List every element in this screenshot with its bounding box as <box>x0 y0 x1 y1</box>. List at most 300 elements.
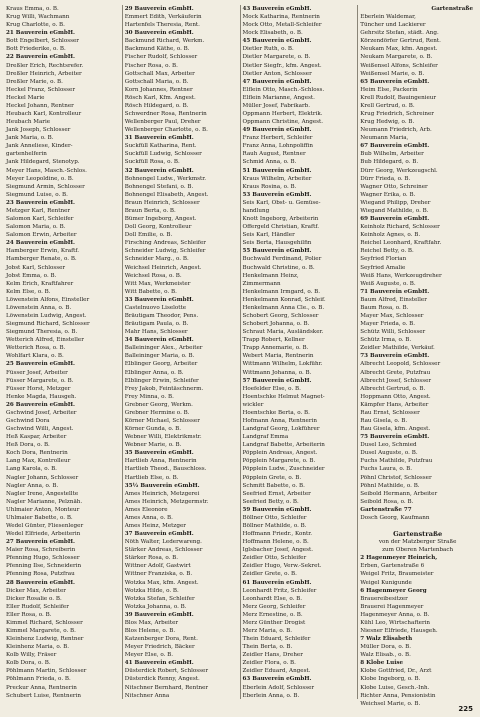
resident-entry: Baum Rosa, o. B. <box>360 304 409 311</box>
resident-entry: Henkelmann Konrad, Schleif. <box>242 296 326 303</box>
building-header: 71 Bauverein eGmbH. <box>360 288 430 295</box>
resident-entry: Balleininger Alex., Arbeiter <box>124 345 203 352</box>
resident-entry: Hoppmann Otto, Angest. <box>360 393 431 400</box>
building-header: 65 Bauverein eGmbH. <box>360 78 430 85</box>
resident-entry: Kleinhenz Maria, o. B. <box>6 644 70 651</box>
resident-entry: Wotzka Johanna, o. B. <box>124 603 187 610</box>
resident-entry: Albrecht Josef, Schlosser <box>360 377 432 384</box>
resident-entry: Hamberger Renate, o. B. <box>6 256 77 263</box>
resident-entry: Heckel Marie <box>6 94 45 101</box>
resident-entry: Elflein Otto, Masch.-Schloss. <box>242 86 325 93</box>
resident-entry: Rau Ernst, Schlosser <box>360 409 420 416</box>
resident-entry: Niesner Elfriede, Hausgeh. <box>360 628 438 635</box>
resident-entry: Schütz Willi, Schlosser <box>360 329 426 336</box>
resident-entry: Webert Maria, Rentnerin <box>242 353 314 360</box>
building-header: 23 Bauverein eGmbH. <box>6 199 76 206</box>
building-header: 32 Bauverein eGmbH. <box>124 167 194 174</box>
resident-entry: Ames Heinrich, Metzgermstr. <box>124 498 209 505</box>
resident-entry: Pöhlmann Martin, Schlosser <box>6 668 87 675</box>
resident-entry: Jank Hildegard, Stenotyp. <box>6 159 80 166</box>
resident-entry: Zeidler Hugo, Verw.-Sekret. <box>242 563 322 570</box>
resident-entry: Salomon Erwin, Arbeiter <box>6 232 77 239</box>
resident-entry: Bohnengel Ludw., Werkmstr. <box>124 175 207 182</box>
resident-entry: Meyer Else, o. B. <box>124 652 174 659</box>
resident-entry: Dreßler Heinrich, Arbeiter <box>6 70 82 77</box>
resident-entry: Suckfüll Katharina, Rent. <box>124 143 197 150</box>
resident-entry: Nagler Marianne, Pelznäh. <box>6 498 83 505</box>
resident-entry: Koch Dora, Rentnerin <box>6 450 68 457</box>
resident-entry: von der Matzberger Straße <box>378 539 457 546</box>
resident-entry: Lang Karola, o. B. <box>6 466 57 473</box>
building-header: 49 Bauverein eGmbH. <box>242 127 312 134</box>
resident-entry: Krug Charlotte, o. B. <box>6 22 65 29</box>
resident-entry: Weichsel Marie, o. B. <box>360 700 421 707</box>
resident-entry: Webner Marie, o. B. <box>124 442 182 449</box>
resident-entry: Dreßler Erich, Rechtsrefer. <box>6 62 84 69</box>
resident-entry: Suckfüll Ludwig, Schlosser <box>124 151 202 158</box>
page-number: 225 <box>458 705 473 713</box>
resident-entry: Wittmann Wilhelm, Lokführ. <box>242 361 323 368</box>
resident-entry: Schobert Georg, Schlosser <box>242 312 319 319</box>
resident-entry: wickler <box>242 401 264 408</box>
resident-entry: Castelnuovo Liselotte <box>124 304 187 311</box>
resident-entry: Suckfüll Rosa, o. B. <box>124 159 180 166</box>
resident-entry <box>360 522 475 530</box>
resident-entry: Bub Hildegard, o. B. <box>360 159 419 166</box>
resident-entry: Seyfried Amalie <box>360 264 406 271</box>
resident-entry: Schneider Ludwig, Schleifer <box>124 248 206 255</box>
resident-entry: Dürr Frieda, o. B. <box>360 175 411 182</box>
resident-entry: Weiß Auguste, o. B. <box>360 280 416 287</box>
resident-entry: Oppmann Christine, Angest. <box>242 119 324 126</box>
building-header: 61 Bauverein eGmbH. <box>242 579 312 586</box>
building-header: 22 Bauverein eGmbH. <box>6 54 76 61</box>
building-header: 26 Bauverein eGmbH. <box>6 401 76 408</box>
building-header: 28 Bauverein eGmbH. <box>6 579 76 586</box>
building-header: 59 Bauverein eGmbH. <box>242 506 312 513</box>
building-header: 2 Hagenmeyer Heinrich, <box>360 555 438 562</box>
resident-entry: Dosch Georg, Kaufmann <box>360 514 430 521</box>
resident-entry: Mayer Frieda, o. B. <box>360 321 416 328</box>
resident-entry: Gschwind Dora <box>6 417 50 424</box>
resident-entry: Eberlein Adolf, Schlosser <box>242 684 315 691</box>
resident-entry: Böllner Mathilde, o. B. <box>242 523 307 529</box>
resident-entry: Bott Engelbert, Schlosser <box>6 38 79 45</box>
resident-entry: Nöth Walter, Lederwareng. <box>124 539 202 546</box>
resident-entry: Böllner Otto, Schleifer <box>242 514 307 521</box>
resident-entry: Weigel Fritz, Braumeister <box>360 571 434 578</box>
address-columns <box>4 5 475 707</box>
resident-entry: Füsser Margarete, o. B. <box>6 377 74 384</box>
building-header: 6 Hagenmeyer Georg <box>360 587 427 594</box>
resident-entry: Buchwald Ferdinand, Polier <box>242 256 322 263</box>
resident-entry: Zeidler Flora, o. B. <box>242 660 296 667</box>
resident-entry: Gschwind Willi, Angest. <box>6 426 74 433</box>
resident-entry: Merz Ernestine, o. B. <box>242 611 303 618</box>
resident-entry: Düsterdick Renny, Angest. <box>124 676 200 683</box>
resident-entry: Mock Otto, Metall-Schleifer <box>242 22 322 29</box>
resident-entry: Balleininger Maria, o. B. <box>124 353 195 360</box>
resident-entry: Rösch Karl, Kfm. Angest. <box>124 94 196 101</box>
resident-entry: Trapp Robert, Kellner <box>242 337 305 344</box>
resident-entry: Bott Friederike, o. B. <box>6 46 66 53</box>
resident-entry: Landgraf Babette, Arbeiterin <box>242 442 325 449</box>
resident-entry: Fuchs Laura, o. B. <box>360 466 413 473</box>
resident-entry: Pöpplein Andreas, Angest. <box>242 450 318 457</box>
resident-entry: Krug Friedrich, Schreiner <box>360 111 434 118</box>
resident-entry: Siegmund Theresia, o. B. <box>6 329 78 336</box>
resident-entry: Wellenberger Charlotte, o. B. <box>124 127 208 134</box>
resident-entry: Wellenberger Paul, Dreher <box>124 119 201 126</box>
resident-entry: Frey Jakob, Feintäschnerm. <box>124 385 204 392</box>
resident-entry: Merz Georg, Schleifer <box>242 603 306 610</box>
resident-entry: Ames Eleonore <box>124 506 168 513</box>
resident-entry: Bräutigam Paula, o. B. <box>124 321 189 328</box>
resident-entry: Hartenfels Theresia, Rent. <box>124 22 200 29</box>
resident-entry: Löwenstein Ludwig, Angest. <box>6 312 87 319</box>
resident-entry: Jank Maria, o. B. <box>6 135 54 142</box>
resident-entry: Buchwald Christine, o. B. <box>242 264 315 271</box>
resident-entry: Wedel Elfriede, Arbeiterin <box>6 531 81 538</box>
resident-entry: Jobst Karl, Schlosser <box>6 264 66 271</box>
resident-entry: Schütz Irma, o. B. <box>360 337 412 344</box>
building-header: 53 Bauverein eGmbH. <box>242 191 312 198</box>
resident-entry: Ames Heinz, Metzger <box>124 523 186 529</box>
resident-entry: Grebner Hermine o. B. <box>124 409 190 416</box>
resident-entry: Heim Else, Packerin <box>360 86 418 93</box>
resident-entry: Dietler Anton, Schlosser <box>242 70 312 77</box>
resident-entry: Meyer Hans, Masch.-Schlos. <box>6 167 87 174</box>
resident-entry: Wittner Franziska, o. B. <box>124 571 193 578</box>
resident-entry: Kämpfer Hans, Arbeiter <box>360 401 429 408</box>
column-2 <box>122 5 240 699</box>
resident-entry: Heubach Marie <box>6 119 51 126</box>
resident-entry: Wedel Günter, Fliesenleger <box>6 523 84 529</box>
resident-entry: Zimmermann <box>242 280 281 287</box>
resident-entry: Rau Gisela, kfm. Angest. <box>360 426 431 433</box>
resident-entry: Ames Anna, o. B. <box>124 514 173 521</box>
building-header: 37 Bauverein eGmbH. <box>124 531 194 538</box>
resident-entry: Klobe Gottfried, Dr., Arzt <box>360 668 432 675</box>
resident-entry: Heubach Karl, Kontrolleur <box>6 111 82 118</box>
resident-entry: Franz Anna, Lohnpoliffin <box>242 143 314 150</box>
resident-entry: Blos Max, Arbeiter <box>124 619 179 626</box>
resident-entry: Kraus Wilhelm, Arbeiter <box>242 175 312 182</box>
resident-entry: Dusel Auguste, o. B. <box>360 450 418 457</box>
resident-entry: Metzger Karl, Rentner <box>6 207 71 214</box>
running-head: Gartenstraße <box>431 6 473 12</box>
resident-entry: Eller Rosa, o. B. <box>6 611 52 618</box>
resident-entry: Nagler Irene, Angestellte <box>6 490 79 497</box>
resident-entry: Kimmel Margarete, o. B. <box>6 628 76 635</box>
resident-entry: Henke Magda, Hausgeh. <box>6 393 77 400</box>
resident-entry: Brauereibesitzer <box>360 595 408 602</box>
resident-entry: Kolb Dora, o. B. <box>6 660 51 667</box>
building-header: 47 Bauverein eGmbH. <box>242 78 312 85</box>
resident-entry: Dicker Max, Arbeiter <box>6 587 66 594</box>
resident-entry: Rösch Hildegard, o. B. <box>124 102 189 109</box>
building-header: Gartenstraße 77 <box>360 506 412 513</box>
resident-entry: Seis Karl, Händler <box>242 232 295 239</box>
resident-entry: Backmund Käthe, o. B. <box>124 46 190 53</box>
building-header: 75 Bauverein eGmbH. <box>360 434 430 441</box>
resident-entry: Wagner Erika, o. B. <box>360 191 416 198</box>
resident-entry: Wetterich Rosa, o. B. <box>6 345 66 352</box>
resident-entry: Weißensel Alfons, Schleifer <box>360 62 438 69</box>
resident-entry: Franz Herbert, Schleifer <box>242 135 313 142</box>
resident-entry: Dusel Leo, Schmied <box>360 442 417 449</box>
building-header: 35 Bauverein eGmbH. <box>124 450 194 457</box>
resident-entry: Bohnengel Elisabeth, Angest. <box>124 191 209 198</box>
resident-entry: Salomon Maria, o. B. <box>6 224 66 231</box>
resident-entry: Braun Berta, o. B. <box>124 207 176 214</box>
resident-entry: Zeidler Hans, Dreher <box>242 652 303 659</box>
building-header: 29 Bauverein eGmbH. <box>124 6 194 12</box>
resident-entry: Füsser Horst, Metzger <box>6 385 71 392</box>
resident-entry: Erben, Gartenstraße 6 <box>360 563 425 570</box>
resident-entry: Kelm Erich, Kraftfahrer <box>6 280 74 287</box>
resident-entry: Weichsel Heinrich, Angest. <box>124 264 202 271</box>
resident-entry: Dietler Siegfr., kfm. Angest. <box>242 62 322 69</box>
resident-entry: Körner Michael, Schlosser <box>124 417 200 424</box>
resident-entry: Offergeld Christian, Kraftf. <box>242 224 319 231</box>
resident-entry: Uhlmaier Anton, Monteur <box>6 506 80 513</box>
resident-entry: Hoentschke Berta, o. B. <box>242 409 310 416</box>
resident-entry: Henkelmann Anna Cle., o. B. <box>242 304 325 311</box>
resident-entry: Elblinger Erwin, Schleifer <box>124 377 199 384</box>
resident-entry: Hoffmann Friedr., Kontr. <box>242 531 313 538</box>
resident-entry: Merz Maria, o. B. <box>242 628 293 635</box>
resident-entry: Stärker Andreas, Schlosser <box>124 547 203 554</box>
resident-entry: Hoffmann Helene, o. B. <box>242 539 309 546</box>
resident-entry: Klobe Luise, Gesch.-Inh. <box>360 684 430 691</box>
resident-entry: Wetterich Alfred, Einsteller <box>6 337 84 344</box>
resident-entry: Kraus Emma, o. B. <box>6 6 59 12</box>
resident-entry: Walz Elisab., o. B. <box>360 652 411 659</box>
resident-entry: Müller Josef, Fabrikarb. <box>242 102 311 109</box>
resident-entry: Weißensel Marie, o. B. <box>360 70 425 77</box>
resident-entry: Kleinhenz Ludwig, Rentner <box>6 636 84 643</box>
resident-entry: Dietler Margarete, o. B. <box>242 54 311 61</box>
resident-entry: Körzendörfer Gertrud, Rent. <box>360 38 441 45</box>
resident-entry: Keinholz Agnes, o. B. <box>360 232 421 239</box>
resident-entry: Neukam Margarete, o. B. <box>360 54 433 61</box>
resident-entry: Wittmann Johanna, o. B. <box>242 369 312 376</box>
resident-entry: Lang Max, Kontrolleur <box>6 458 71 465</box>
resident-entry: Schobert Johanna, o. B. <box>242 321 310 328</box>
column-4 <box>357 5 475 707</box>
building-header: 43 Bauverein eGmbH. <box>242 6 312 12</box>
resident-entry: Thein Berta, o. B. <box>242 644 293 651</box>
resident-entry: Brauerei Hagenmeyer <box>360 603 424 610</box>
resident-entry: Jank Anneliese, Kinder- <box>6 143 73 150</box>
building-header: 69 Bauverein eGmbH. <box>360 216 430 223</box>
resident-entry: Kelm Else, o. B. <box>6 288 51 295</box>
resident-entry: Hartlieb Anna, Rentnerin <box>124 458 197 465</box>
resident-entry: Meyer Leopoldine, o. B. <box>6 175 74 182</box>
resident-entry: Leonhardt Fritz, Schleifer <box>242 587 317 594</box>
resident-entry: Dicker Rosalie o. B. <box>6 595 62 602</box>
resident-entry: Doll Emilie, o. B. <box>124 232 173 239</box>
building-header: 21 Bauverein eGmbH. <box>6 30 76 37</box>
resident-entry: Seefried Betty, o. B. <box>242 498 299 505</box>
building-header: 63 Bauverein eGmbH. <box>242 676 312 683</box>
resident-entry: zum Oberen Martenbach <box>382 547 454 554</box>
resident-entry: Henkelmann Irmgard, o. B. <box>242 288 321 295</box>
resident-entry: Neumann Maria, <box>360 135 409 142</box>
resident-entry: Seis Karl, Obst- u. Gemüse- <box>242 199 321 206</box>
resident-entry: Rauh August, Rentner <box>242 151 306 158</box>
resident-entry: Frey Minna, o. B. <box>124 393 174 400</box>
resident-entry: Dreßler Marie, o. B. <box>6 78 63 85</box>
resident-entry: Schmid Anna, o. B. <box>242 159 297 166</box>
resident-entry: Albrecht Gertrud, o. B. <box>360 385 426 392</box>
resident-entry: Eberlein Waldemar, <box>360 14 416 21</box>
resident-entry: Preckur Anna, Rentnerin <box>6 684 77 691</box>
resident-entry: Richter Anna, Pensionistin <box>360 692 436 699</box>
resident-entry: Emmert Edith, Verkäuferin <box>124 14 202 21</box>
resident-entry: Düsterdick Robert, Schlosser <box>124 668 209 675</box>
building-header: 31 Bauverein eGmbH. <box>124 135 194 142</box>
building-header: 51 Bauverein eGmbH. <box>242 167 312 174</box>
resident-entry: Eberlein Anna, o. B. <box>242 692 300 699</box>
resident-entry: Jank Joseph, Schlosser <box>6 127 71 134</box>
resident-entry: Gottschall Max, Arbeiter <box>124 70 195 77</box>
resident-entry: Bub Wilhelm, Arbeiter <box>360 151 424 158</box>
resident-entry: Wotzka Hilde, o. B. <box>124 587 179 594</box>
resident-entry: Bümer Ingeborg, Angest. <box>124 216 197 223</box>
resident-entry: Müller Dora, o. B. <box>360 644 412 651</box>
resident-entry: Elblinger Anna, o. B. <box>124 369 184 376</box>
resident-entry: Reichel Betty, o. B. <box>360 248 414 255</box>
resident-entry: Salomon Karl, Schleifer <box>6 216 74 223</box>
resident-entry: Merz Günther Drogist <box>242 619 306 626</box>
resident-entry: Hoefelder Else, o. B. <box>242 385 301 392</box>
resident-entry: Reichel Leonhard, Kraftfahr. <box>360 240 442 247</box>
resident-entry: handlung <box>242 207 270 214</box>
column-3 <box>240 5 358 699</box>
resident-entry: Jobst Emma, o. B. <box>6 272 57 279</box>
resident-entry: Bräutigam Theodor, Pens. <box>124 312 199 319</box>
resident-entry: Zeidler Otto, Schleifer <box>242 555 307 562</box>
resident-entry: Gschwind Josef, Arbeiter <box>6 409 77 416</box>
building-header: 73 Bauverein eGmbH. <box>360 353 430 360</box>
resident-entry: Nitschner Anna <box>124 692 170 699</box>
resident-entry: Wotzka Stefan, Schleifer <box>124 595 195 602</box>
resident-entry: Iglsbacher Josef, Angest. <box>242 547 314 554</box>
resident-entry: Fischer Rosa, o. B. <box>124 62 178 69</box>
resident-entry: Hagenmeyer Anna, o. B. <box>360 611 430 618</box>
resident-entry: Kühl Leo, Wirtschafterin <box>360 619 431 626</box>
resident-entry: Henkelmann Heinz, <box>242 272 299 279</box>
resident-entry: Witt Babette, o. B. <box>124 288 177 295</box>
resident-entry: Leonhardt Else, o. B. <box>242 595 303 602</box>
resident-entry: Wohlfart Klara, o. B. <box>6 353 64 360</box>
resident-entry: Oppmann Herbert, Elektrik. <box>242 111 323 118</box>
resident-entry: Eller Rudolf, Schleifer <box>6 603 69 610</box>
resident-entry: Baum Alfred, Einsteller <box>360 296 427 303</box>
building-header: 25 Bauverein eGmbH. <box>6 361 76 368</box>
resident-entry: Maier Rosa, Schreiberin <box>6 547 76 554</box>
building-header: 57 Bauverein eGmbH. <box>242 377 312 384</box>
resident-entry: Kimmel Richard, Schlosser <box>6 619 83 626</box>
building-header: 67 Bauverein eGmbH. <box>360 143 430 150</box>
resident-entry: Thein Eduard, Schleifer <box>242 636 311 643</box>
resident-entry: Kraus Rosina, o. B. <box>242 183 297 190</box>
resident-entry: Wagner Otto, Schreiner <box>360 183 428 190</box>
resident-entry: Albrecht Grete, Putzfrau <box>360 369 431 376</box>
resident-entry: Klobe Ingeborg, o. B. <box>360 676 421 683</box>
resident-entry: Heckel Johann, Rentner <box>6 102 74 109</box>
resident-entry: Siegmund Armin, Schlosser <box>6 183 85 190</box>
building-header: 24 Bauverein eGmbH. <box>6 240 76 247</box>
resident-entry: Mock Elisabeth, o. B. <box>242 30 303 37</box>
resident-entry: Seibold Hermann, Arbeiter <box>360 490 438 497</box>
building-header: 41 Bauverein eGmbH. <box>124 660 194 667</box>
resident-entry: Ames Heinrich, Metzgerei <box>124 490 200 497</box>
resident-entry: Seyfried Florian <box>360 256 407 263</box>
resident-entry: Nitschner Bernhard, Rentner <box>124 684 209 691</box>
resident-entry: Stärker Rosa, o. B. <box>124 555 179 562</box>
resident-entry: Pfenning Ilse, Schneiderin <box>6 563 82 570</box>
resident-entry: Neumann Friedrich, Arb. <box>360 127 432 134</box>
resident-entry: Korn Johannes, Rentner <box>124 86 193 93</box>
resident-entry: gartenhelferin <box>6 151 47 158</box>
building-header: 34 Bauverein eGmbH. <box>124 337 194 344</box>
resident-entry: Doll Georg, Kontrolleur <box>124 224 192 231</box>
resident-entry: Knott Ingeborg, Arbeiterin <box>242 216 319 223</box>
resident-entry: Backmund Richard, Werkm. <box>124 38 205 45</box>
building-header: 33 Bauverein eGmbH. <box>124 296 194 303</box>
resident-entry: Hamberger Erwin, Kraftf. <box>6 248 80 255</box>
column-1 <box>4 5 122 699</box>
resident-entry: Fischer Rudolf, Schlosser <box>124 54 198 61</box>
resident-entry: Löwenstein Alfons, Einsteller <box>6 296 90 303</box>
resident-entry: Rau Gisela, o. B. <box>360 417 408 424</box>
resident-entry: Pfenning Rosa, Putzfrau <box>6 571 75 578</box>
street-heading: Gartenstraße <box>393 530 443 539</box>
resident-entry: Schraut Maria, Ausländsker. <box>242 329 324 336</box>
building-header: 8 Klobe Luise <box>360 660 404 667</box>
resident-entry: Tüncher und Lackierer <box>360 22 426 29</box>
resident-entry: Webner Willi, Elektrikmstr. <box>124 434 202 441</box>
resident-entry: Hoentschke Helmut Magnet- <box>242 393 325 400</box>
building-header: 30 Bauverein eGmbH. <box>124 30 194 37</box>
resident-entry: Seis Berta, Hausgehilfin <box>242 240 312 247</box>
resident-entry: Füsser Josef, Arbeiter <box>6 369 68 376</box>
resident-entry: Wotzka Max, kfm. Angest. <box>124 579 199 586</box>
resident-entry: Pfenning Hugo, Schlosser <box>6 555 80 562</box>
resident-entry: Schmitt Babette, o. B. <box>242 482 305 489</box>
resident-entry: Pöpplein Margarete, o. B. <box>242 458 316 465</box>
resident-entry: Zeidler Mathilde, Verkäuf. <box>360 345 435 352</box>
resident-entry: Gehrsitz Stefan, städt. Ang. <box>360 30 439 37</box>
resident-entry: Uhlmaier Babette, o. B. <box>6 514 73 521</box>
building-header: 7 Walz Elisabeth <box>360 636 413 643</box>
resident-entry: Katzenberger Dora, Rent. <box>124 636 198 643</box>
resident-entry: Nagler Johann, Schlosser <box>6 474 79 481</box>
resident-entry: Löwenstein Anna, o. B. <box>6 304 72 311</box>
resident-entry: Schwerdner Rosa, Rentnerin <box>124 111 207 118</box>
resident-entry: Mahr Hans, Schlosser <box>124 329 188 336</box>
resident-entry: Siegmund Luise, o. B. <box>6 191 68 198</box>
building-header: 45 Bauverein eGmbH. <box>242 38 312 45</box>
resident-entry: Heckel Franz, Schlosser <box>6 86 76 93</box>
resident-entry: Landgraf Georg, Lokführer <box>242 426 320 433</box>
resident-entry: Elflein Marianne, Angest. <box>242 94 315 101</box>
resident-entry: Pöpplein Ludw., Zuschneider <box>242 466 325 473</box>
resident-entry: Albrecht Leopold, Schlosser <box>360 361 441 368</box>
